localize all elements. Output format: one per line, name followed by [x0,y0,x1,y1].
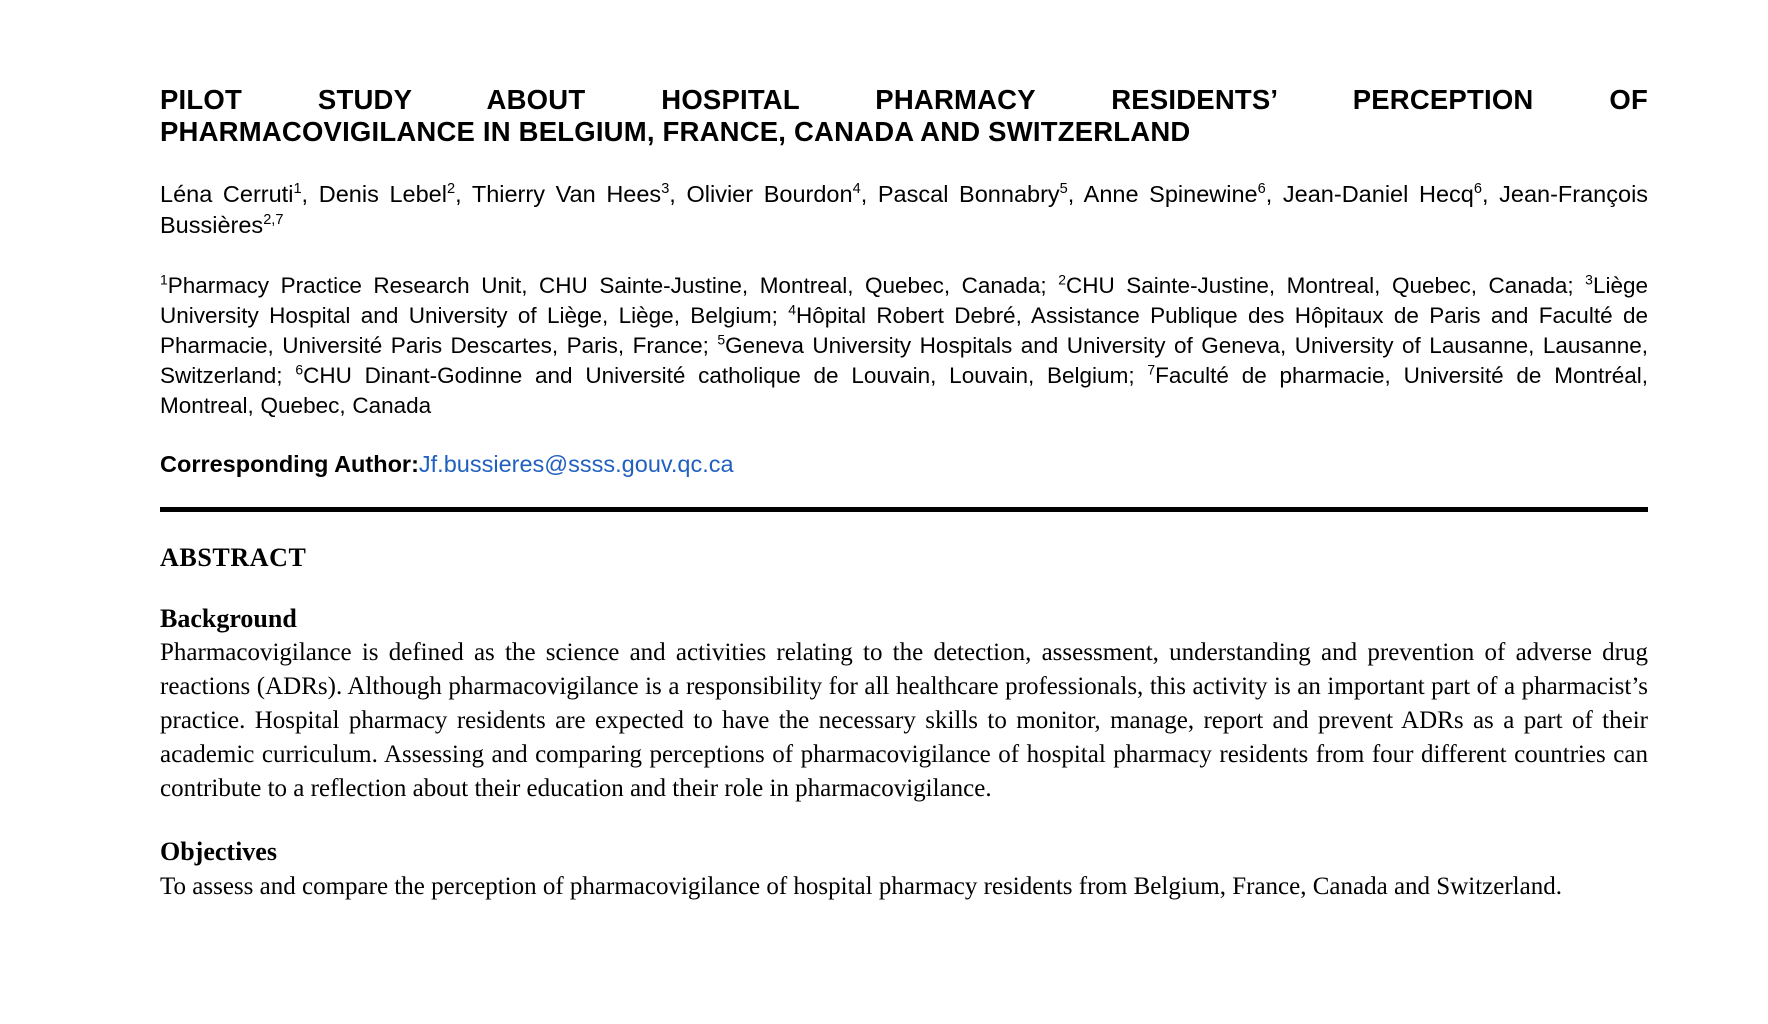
author-name: Olivier Bourdon [686,180,853,207]
abstract-heading: ABSTRACT [160,543,307,573]
abstract-subheading-objectives: Objectives [160,837,277,867]
corresponding-author-label: Corresponding Author: [160,450,419,477]
author-separator: , [301,180,319,207]
author-name: Anne Spinewine [1083,180,1258,207]
author-name: Jean-Daniel Hecq [1282,180,1474,207]
corresponding-author-email-link[interactable]: Jf.bussieres@ssss.gouv.qc.ca [418,450,734,477]
author-separator: , [669,180,687,207]
affiliation-list [160,241,1648,421]
author-affiliation-marker: 4 [852,181,861,198]
author-name: Pascal Bonnabry [877,180,1060,207]
author-entry [1084,181,1283,207]
abstract-subheading-background: Background [160,604,297,634]
author-affiliation-marker: 3 [661,181,670,198]
author-separator: , [1265,180,1283,207]
author-separator: , [455,180,472,207]
affiliation-text: Faculté de pharmacie, Université de Montréal, Montreal, Quebec, Canada [160,362,1648,418]
author-entry [878,181,1084,207]
author-name: Léna Cerruti [160,180,294,207]
author-entry [319,181,472,207]
author-entry [472,181,687,207]
author-affiliation-marker: 5 [1059,181,1068,198]
corresponding-author [160,421,1648,480]
author-affiliation-marker: 6 [1473,181,1482,198]
affiliation-text: Hôpital Robert Debré, Assistance Publique des Hôpitaux de Paris and Faculté de Pharmacie, Université Paris Descartes, Paris, France; [160,302,1648,358]
author-entry [160,181,319,207]
affiliation-marker: 2 [1058,271,1066,288]
document-content-column [160,0,1648,904]
abstract-body-background: Pharmacovigilance is defined as the science and activities relating to the detection, assessment, understanding and prevention of adverse drug reactions (ADRs). Although pharmacovigilance is a responsibility for all healthcare professionals, this activity is an important part of a pharmacist’s practice. Hospital pharmacy residents are expected to have the necessary skills to monitor, manage, report and prevent ADRs as a part of their academic curriculum. Assessing and comparing perceptions of pharmacovigilance of hospital pharmacy residents from four different countries can contribute to a reflection about their education and their role in pharmacovigilance. [160,639,1648,803]
page-title-line-1: PILOT STUDY ABOUT HOSPITAL PHARMACY RESIDENTS’ PERCEPTION OF [160,84,1648,115]
author-separator: , [1067,180,1084,207]
author-entry [1283,181,1499,207]
affiliation-text: Liège University Hospital and University of Liège, Liège, Belgium; [160,272,1648,328]
author-name: Thierry Van Hees [471,180,662,207]
author-separator: , [860,180,878,207]
author-affiliation-marker: 2 [446,181,456,198]
affiliation-marker: 5 [717,331,726,348]
page-title-line-2: PHARMACOVIGILANCE IN BELGIUM, FRANCE, CANADA AND SWITZERLAND [160,116,1191,148]
author-separator: , [1481,180,1500,207]
author-affiliation-marker: 2,7 [263,212,284,229]
affiliation-text: Geneva University Hospitals and University of Geneva, University of Lausanne, Lausanne, Switzerland; [160,332,1648,388]
author-name: Denis Lebel [318,180,447,207]
affiliation-text: CHU Sainte-Justine, Montreal, Quebec, Canada; [1065,272,1586,298]
author-affiliation-marker: 6 [1257,181,1266,198]
affiliation-marker: 7 [1147,361,1156,378]
affiliation-marker: 1 [160,271,168,288]
author-affiliation-marker: 1 [293,181,302,198]
author-name: Jean-François Bussières [160,180,1649,238]
abstract-section [160,512,1648,904]
affiliation-marker: 6 [295,361,304,378]
affiliation-marker: 4 [788,301,796,318]
affiliation-marker: 3 [1585,271,1593,288]
author-entry [686,181,877,207]
affiliation-text: CHU Dinant-Godinne and Université catholique de Louvain, Louvain, Belgium; [303,362,1148,388]
page-title [160,0,1648,149]
affiliation-text: Pharmacy Practice Research Unit, CHU Sainte-Justine, Montreal, Quebec, Canada; [167,272,1059,298]
author-list [160,149,1648,241]
abstract-body-objectives: To assess and compare the perception of pharmacovigilance of hospital pharmacy residents from Belgium, France, Canada and Switzerland. [160,872,1562,900]
